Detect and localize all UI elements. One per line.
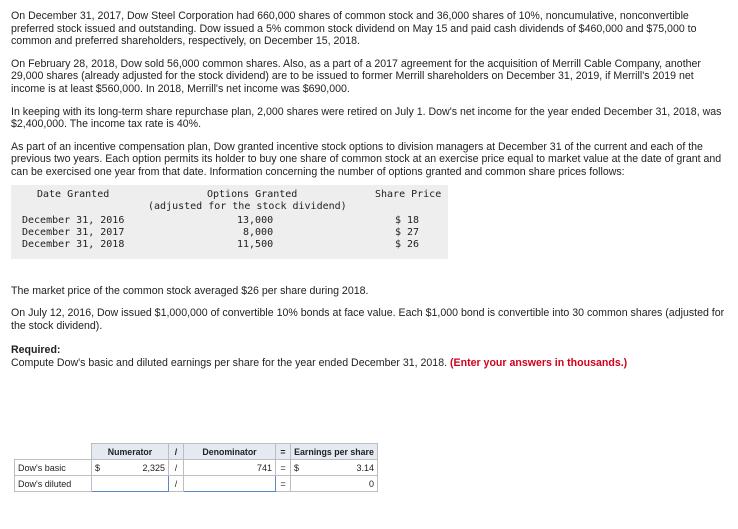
problem-text <box>11 10 727 370</box>
options-table <box>11 185 448 259</box>
basic-eps <box>291 460 378 476</box>
paragraph-6: On July 12, 2016, Dow issued $1,000,000 of convertible 10% bonds at face value. Each $1,000 bond is convertible into 30 common shares (adjusted for the stock dividend). <box>11 307 725 332</box>
diluted-eps-value: 0 <box>368 478 374 489</box>
basic-numerator-input[interactable] <box>92 460 169 476</box>
diluted-eps <box>291 476 378 492</box>
basic-eps-dollar: $ <box>294 462 300 473</box>
diluted-numerator-input[interactable] <box>92 476 169 492</box>
row-3-price: $ 26 <box>395 238 420 250</box>
required-note: (Enter your answers in thousands.) <box>450 356 628 369</box>
row-2-date: December 31, 2017 <box>22 226 125 238</box>
header-numerator: Numerator <box>92 444 169 460</box>
header-options: Options Granted <box>207 188 298 200</box>
basic-equals: = <box>276 460 291 476</box>
diluted-equals: = <box>276 476 291 492</box>
basic-eps-value: 3.14 <box>356 462 374 473</box>
row-2-price: $ 27 <box>395 226 420 238</box>
header-divide: / <box>169 444 184 460</box>
header-denominator: Denominator <box>184 444 276 460</box>
header-date: Date Granted <box>37 188 110 200</box>
paragraph-5: The market price of the common stock averaged $26 per share during 2018. <box>11 284 369 297</box>
row-label-diluted: Dow's diluted <box>15 476 92 492</box>
basic-denominator-input[interactable]: 741 <box>184 460 276 476</box>
basic-divide: / <box>169 460 184 476</box>
header-price: Share Price <box>375 188 442 200</box>
paragraph-3: In keeping with its long-term share repurchase plan, 2,000 shares were retired on July 1. Dow's net income for the year ended December 31, 2018, was $2,400,000. The income tax rate is 40%. <box>11 105 722 131</box>
diluted-denominator-input[interactable] <box>184 476 276 492</box>
corner-cell <box>15 444 92 460</box>
row-1-options: 13,000 <box>237 214 274 226</box>
basic-numerator-value: 2,325 <box>142 462 165 473</box>
header-equals: = <box>276 444 291 460</box>
row-1-date: December 31, 2016 <box>22 214 125 226</box>
row-1-price: $ 18 <box>395 214 420 226</box>
paragraph-4: As part of an incentive compensation plan, Dow granted incentive stock options to division managers at December 31 of the current and each of the previous two years. Each option permits its holder to buy one share of common stock at an exercise price equal to market value at the date of grant and can be exercised one year from that date. Information concerning the number of options granted and common share prices follows: <box>11 140 722 178</box>
row-label-basic: Dow's basic <box>15 460 92 476</box>
table-row <box>15 460 378 476</box>
table-row <box>15 476 378 492</box>
required-instruction: Compute Dow's basic and diluted earnings per share for the year ended December 31, 2018. <box>11 356 448 369</box>
basic-numerator-dollar: $ <box>95 462 101 473</box>
row-2-options: 8,000 <box>243 226 274 238</box>
paragraph-1: On December 31, 2017, Dow Steel Corporation had 660,000 shares of common stock and 36,000 shares of 10%, noncumulative, nonconvertible preferred stock issued and outstanding. Dow issued a 5% common stock dividend on May 15 and paid cash dividends of $460,000 and $75,000 to common and preferred shareholders, respectively, on December 15, 2018. <box>11 10 697 48</box>
required-text <box>11 357 727 370</box>
row-3-date: December 31, 2018 <box>22 238 125 250</box>
header-options-sub: (adjusted for the stock dividend) <box>148 200 347 212</box>
diluted-divide: / <box>169 476 184 492</box>
row-3-options: 11,500 <box>237 238 274 250</box>
paragraph-2: On February 28, 2018, Dow sold 56,000 common shares. Also, as a part of a 2017 agreement for the acquisition of Merrill Cable Company, another 29,000 shares (already adjusted for the stock dividend) are to be issued to former Merrill shareholders on December 31, 2019, if Merrill's 2019 net income is at least $560,000. In 2018, Merrill's net income was $690,000. <box>11 57 701 95</box>
required-label: Required: <box>11 344 61 357</box>
header-eps: Earnings per share <box>291 444 378 460</box>
required-section <box>11 344 727 369</box>
eps-calculation-table <box>14 443 378 492</box>
